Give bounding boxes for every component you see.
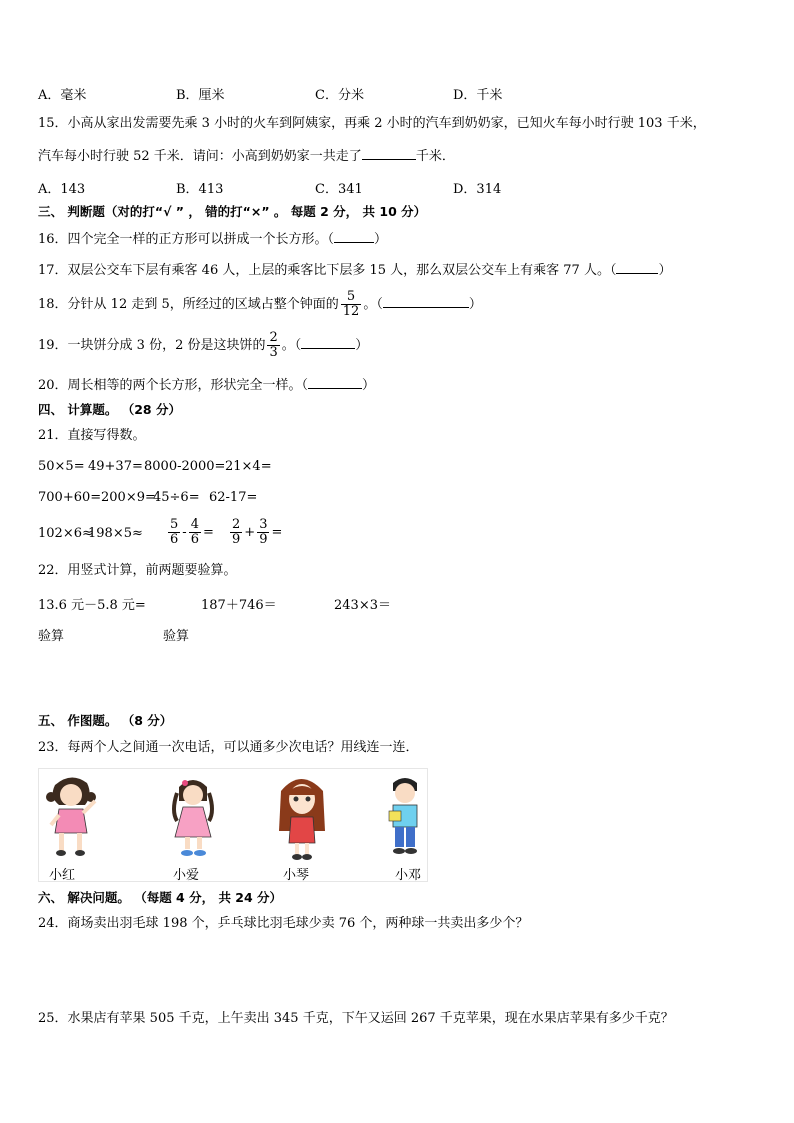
girl-illustration: [41, 771, 103, 863]
q15-line2-text: 汽车每小时行驶 52 千米．请问：小高到奶奶家一共走了: [38, 149, 362, 164]
q14-option-b: B．厘米: [176, 88, 225, 103]
q18-answer-blank[interactable]: [383, 295, 469, 308]
fraction-denominator: 9: [259, 532, 268, 547]
fraction-numerator: 4: [190, 517, 199, 532]
q25: 25．水果店有苹果 505 千克，上午卖出 345 千克，下午又运回 267 千克苹果，现在水果店苹果有多少千克？: [38, 1011, 674, 1026]
q22-expr: 13.6 元－5.8 元=: [38, 598, 146, 613]
q14-option-a: A．毫米: [38, 88, 87, 103]
fraction-denominator: 9: [232, 532, 241, 547]
section6-title: 六、 解决问题。 （每题 4 分， 共 24 分）: [38, 890, 283, 905]
q23: 23．每两个人之间通一次电话，可以通多少次电话？用线连一连．: [38, 740, 419, 755]
q18-fraction-numerator: 5: [341, 290, 362, 305]
q18-mid: 。（: [363, 297, 383, 312]
q16: [38, 230, 387, 248]
fraction: [230, 518, 242, 547]
child-name-label: 小红: [49, 868, 76, 883]
check-label: 验算: [38, 629, 65, 644]
q16-close: ）: [374, 232, 388, 247]
q19-fraction-numerator: 2: [269, 330, 278, 345]
q21-fraction-expr-2: [228, 516, 282, 550]
q21: 21．直接写得数。: [38, 428, 146, 443]
girl-illustration: [271, 771, 333, 863]
q21-fraction-expr-1: [166, 516, 214, 550]
fraction: [168, 518, 180, 547]
q24: 24．商场卖出羽毛球 198 个，乒乓球比羽毛球少卖 76 个，两种球一共卖出多少个？: [38, 916, 529, 931]
q18-fraction: [341, 290, 362, 319]
q21-expr: 102×6≈: [38, 526, 93, 541]
q15-line2-unit: 千米．: [415, 149, 455, 164]
q19-fraction-denominator: 3: [269, 345, 278, 360]
q16-answer-blank[interactable]: [334, 230, 374, 243]
fraction: [189, 518, 201, 547]
q21-expr: 21×4=: [225, 459, 272, 474]
children-figure: [38, 768, 428, 882]
q17: [38, 261, 671, 279]
q18: [38, 288, 482, 322]
fraction-numerator: 5: [170, 517, 179, 532]
child-name-label: 小琴: [283, 868, 310, 883]
q21-expr: 50×5=: [38, 459, 85, 474]
q15-line1: 15．小高从家出发需要先乘 3 小时的火车到阿姨家，再乘 2 小时的汽车到奶奶家，已知火车每小时行驶 103 千米，: [38, 116, 706, 131]
q17-close: ）: [658, 263, 672, 278]
q14-option-c: C．分米: [315, 88, 364, 103]
q20-text: 20．周长相等的两个长方形，形状完全一样。（: [38, 378, 309, 393]
fraction-numerator: 2: [232, 517, 241, 532]
q15-option-a: A．143: [38, 182, 86, 197]
equals: =: [271, 525, 283, 540]
q19-mid: 。（: [281, 338, 302, 353]
q15-option-d: D．314: [453, 182, 502, 197]
q19-fraction: [267, 331, 279, 360]
q21-expr: 62-17=: [209, 490, 258, 505]
q20-answer-blank[interactable]: [308, 376, 362, 389]
fraction-numerator: 3: [259, 517, 268, 532]
q15-option-c: C．341: [315, 182, 363, 197]
section5-title: 五、 作图题。 （8 分）: [38, 713, 173, 728]
q19-close: ）: [355, 338, 369, 353]
q14-option-d: D．千米: [453, 88, 503, 103]
q22-expr: 187＋746＝: [201, 598, 277, 613]
q19-text: 19．一块饼分成 3 份，2 份是这块饼的: [38, 338, 266, 353]
section3-title: 三、 判断题（对的打“√ ” ， 错的打“×” 。 每题 2 分， 共 10 分）: [38, 204, 427, 219]
q17-answer-blank[interactable]: [616, 261, 658, 274]
q20: [38, 376, 375, 394]
operator: +: [244, 525, 256, 540]
girl-illustration: [163, 771, 225, 863]
q20-close: ）: [362, 378, 376, 393]
q19: [38, 329, 368, 363]
q21-expr: 45÷6=: [153, 490, 200, 505]
q15-option-b: B．413: [176, 182, 224, 197]
q16-text: 16．四个完全一样的正方形可以拼成一个长方形。（: [38, 232, 335, 247]
q17-text: 17．双层公交车下层有乘客 46 人，上层的乘客比下层多 15 人，那么双层公交车上有乘客 77 人。（: [38, 263, 617, 278]
fraction: [257, 518, 269, 547]
child-name-label: 小邓: [395, 868, 422, 883]
q18-fraction-denominator: 12: [342, 304, 360, 319]
boy-illustration: [375, 771, 437, 863]
section4-title: 四、 计算题。 （28 分）: [38, 402, 181, 417]
q21-expr: 198×5≈: [88, 526, 143, 541]
q21-expr: 8000-2000=: [144, 459, 226, 474]
q22: 22．用竖式计算，前两题要验算。: [38, 563, 237, 578]
q21-expr: 200×9=: [101, 490, 156, 505]
q15-line2: [38, 147, 455, 165]
fraction-denominator: 6: [190, 532, 199, 547]
q18-text: 18．分针从 12 走到 5，所经过的区域占整个钟面的: [38, 297, 339, 312]
q15-answer-blank[interactable]: [362, 147, 416, 160]
operator: -: [182, 525, 187, 540]
equals: =: [202, 525, 214, 540]
check-label: 验算: [163, 629, 190, 644]
q19-answer-blank[interactable]: [301, 336, 355, 349]
q18-close: ）: [468, 297, 482, 312]
q21-expr: 49+37=: [88, 459, 143, 474]
child-name-label: 小爱: [173, 868, 200, 883]
q21-expr: 700+60=: [38, 490, 102, 505]
q22-expr: 243×3＝: [334, 598, 391, 613]
fraction-denominator: 6: [170, 532, 179, 547]
